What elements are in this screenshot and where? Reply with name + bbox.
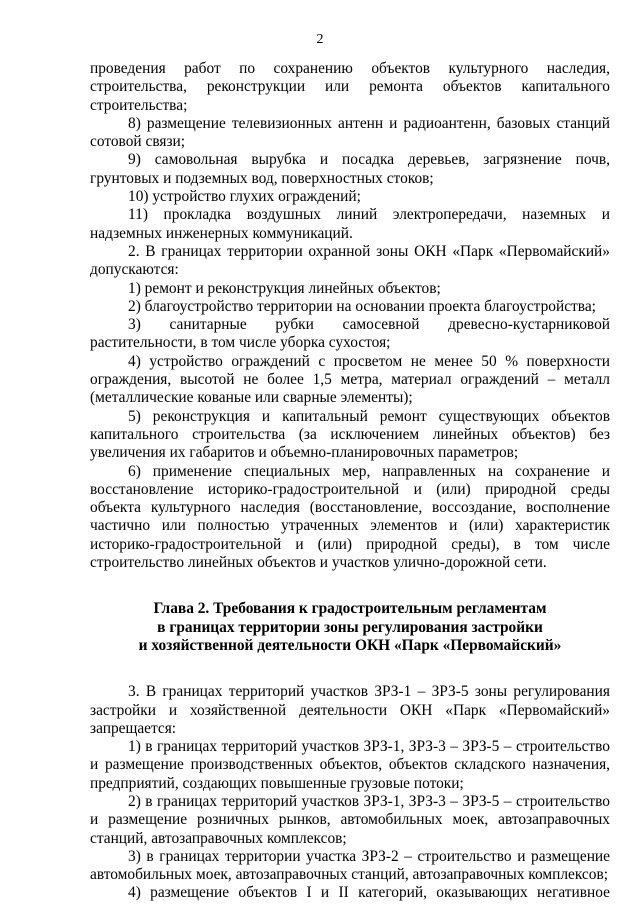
- chapter-heading: [90, 600, 610, 655]
- chapter-heading-line: и хозяйственной деятельности ОКН «Парк «Первомайский»: [138, 636, 562, 654]
- paragraph: 3. В границах территорий участков ЗРЗ-1 – ЗРЗ-5 зоны регулирования застройки и хозяйственной деятельности ОКН «Парк «Первомайский» запрещается:: [90, 683, 610, 737]
- page-number: 2: [316, 32, 324, 47]
- paragraph: 11) прокладка воздушных линий электропередачи, наземных и надземных инженерных коммуникаций.: [90, 206, 610, 242]
- chapter-heading-line: Глава 2. Требования к градостроительным регламентам: [153, 600, 547, 618]
- paragraph: 9) самовольная вырубка и посадка деревьев, загрязнение почв, грунтовых и подземных вод, поверхностных стоков;: [90, 151, 610, 187]
- paragraph: 6) применение специальных мер, направленных на сохранение и восстановление историко-градостроительной и (или) природной среды объекта культурного наследия (восстановление, воссоздание, восполнение частично или полностью утраченных элементов и (или) характеристик историко-градостроительной и (или) природной среды), в том числе строительство линейных объектов и участков улично-дорожной сети.: [90, 462, 610, 572]
- paragraph: 1) ремонт и реконструкция линейных объектов;: [128, 279, 441, 297]
- paragraph: проведения работ по сохранению объектов культурного наследия, строительства, реконструкции или ремонта объектов капитального строительства;: [90, 60, 610, 114]
- chapter-heading-line: в границах территории зоны регулирования застройки: [157, 618, 543, 636]
- paragraph: 3) в границах территории участка ЗРЗ-2 – строительство и размещение автомобильных моек, автозаправочных станций, автозаправочных комплексов;: [90, 847, 610, 884]
- paragraph: 2) благоустройство территории на основании проекта благоустройства;: [128, 297, 596, 315]
- section-zone-regulation: [90, 683, 610, 903]
- paragraph: 8) размещение телевизионных антенн и радиоантенн, базовых станций сотовой связи;: [90, 114, 610, 151]
- paragraph: 2) в границах территорий участков ЗРЗ-1, ЗРЗ-3 – ЗРЗ-5 – строительство и размещение розничных рынков, автомобильных моек, автозаправочных станций, автозаправочных комплексов;: [90, 792, 610, 847]
- document-body: [90, 60, 610, 903]
- paragraph: 2. В границах территории охранной зоны ОКН «Парк «Первомайский» допускаются:: [90, 242, 610, 279]
- paragraph: 10) устройство глухих ограждений;: [128, 188, 361, 206]
- paragraph: 1) в границах территорий участков ЗРЗ-1, ЗРЗ-3 – ЗРЗ-5 – строительство и размещение производственных объектов, объектов складского назначения, предприятий, создающих повышенные грузовые потоки;: [90, 738, 610, 792]
- section-prohibitions-continued: [90, 60, 610, 572]
- paragraph: 5) реконструкция и капитальный ремонт существующих объектов капитального строительства (за исключением линейных объектов) без увеличения их габаритов и объемно-планировочных параметров;: [90, 407, 610, 462]
- paragraph: 3) санитарные рубки самосевной древесно-кустарниковой растительности, в том числе уборка сухостоя;: [90, 316, 610, 352]
- paragraph: 4) устройство ограждений с просветом не менее 50 % поверхности ограждения, высотой не более 1,5 метра, материал ограждений – металл (металлические кованые или сварные элементы);: [90, 352, 610, 407]
- paragraph: 4) размещение объектов I и II категорий, оказывающих негативное: [128, 884, 610, 902]
